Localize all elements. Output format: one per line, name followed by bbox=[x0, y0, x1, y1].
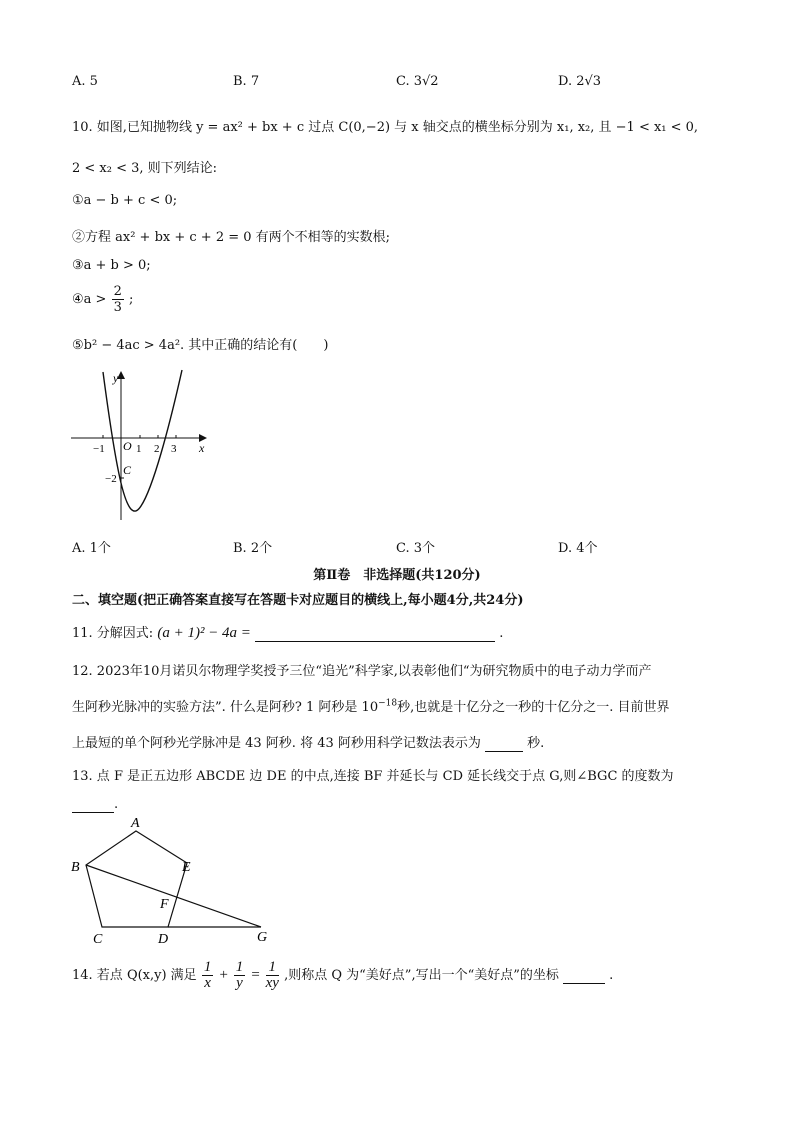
label-origin: O bbox=[123, 439, 132, 453]
q12-line3-post: 秒. bbox=[527, 736, 545, 751]
q14-prefix: 14. 若点 Q(x,y) 满足 bbox=[72, 968, 197, 983]
q14-suffix: ,则称点 Q 为“美好点”,写出一个“美好点”的坐标 bbox=[284, 968, 559, 983]
label-x: x bbox=[199, 441, 205, 455]
q10-c4-numerator: 2 bbox=[113, 284, 122, 299]
q12-answer-blank bbox=[485, 736, 523, 752]
q14-f2-numerator: 1 bbox=[235, 959, 244, 975]
label-f: F bbox=[160, 897, 169, 912]
label-y: y bbox=[113, 371, 119, 385]
q10-c4-fraction bbox=[112, 284, 124, 315]
q13-line1: 13. 点 F 是正五边形 ABCDE 边 DE 的中点,连接 BF 并延长与 CD 延长线交于点 G,则∠BGC 的度数为 bbox=[72, 769, 674, 784]
q13-answer-blank bbox=[72, 797, 114, 813]
q14-fraction-1 bbox=[202, 960, 214, 991]
q10-option-a: A. 1个 bbox=[72, 541, 111, 556]
part2-heading: 二、填空题(把正确答案直接写在答题卡对应题目的横线上,每小题4分,共24分) bbox=[72, 593, 524, 608]
q11-answer-blank bbox=[255, 626, 495, 642]
label-minus2: −2 bbox=[105, 473, 117, 485]
q14-end: . bbox=[609, 968, 614, 983]
q9-option-d: D. 2√3 bbox=[558, 74, 602, 89]
q14-fraction-2 bbox=[234, 960, 246, 991]
q9-option-c: C. 3√2 bbox=[396, 74, 439, 89]
q10-option-c: C. 3个 bbox=[396, 541, 436, 556]
q11-expression: (a + 1)² − 4a = bbox=[157, 625, 251, 641]
q14-fraction-3 bbox=[266, 960, 279, 991]
label-c: C bbox=[93, 932, 103, 947]
parabola-curve bbox=[103, 370, 182, 511]
q13-line2 bbox=[72, 797, 118, 813]
q10-option-b: B. 2个 bbox=[233, 541, 273, 556]
q10-stem-line2: 2 < x₂ < 3, 则下列结论: bbox=[72, 161, 218, 176]
q10-conclusion-4 bbox=[72, 284, 133, 315]
q10-parabola-graph bbox=[65, 368, 215, 528]
label-1: 1 bbox=[136, 443, 142, 455]
q10-conclusion-3: ③a + b > 0; bbox=[72, 258, 151, 273]
q11-prefix: 11. 分解因式: bbox=[72, 626, 154, 641]
q12-line1: 12. 2023年10月诺贝尔物理学奖授予三位“追光”科学家,以表彰他们“为研究物质中的电子动力学而产 bbox=[72, 664, 652, 679]
q9-option-a: A. 5 bbox=[72, 74, 98, 89]
label-3: 3 bbox=[171, 443, 177, 455]
label-2: 2 bbox=[154, 443, 160, 455]
q14-f3-numerator: 1 bbox=[266, 960, 279, 976]
pentagon-abcde bbox=[86, 831, 187, 927]
q10-c4-suffix: ; bbox=[129, 292, 134, 307]
q12-line2-pre: 生阿秒光脉冲的实验方法”. 什么是阿秒? 1 阿秒是 10 bbox=[72, 700, 379, 715]
q14-f3-denominator: xy bbox=[265, 975, 279, 991]
line-bg bbox=[86, 865, 261, 927]
q12-line2-post: 秒,也就是十亿分之一秒的十亿分之一. 目前世界 bbox=[397, 700, 670, 715]
label-minus1: −1 bbox=[93, 443, 105, 455]
q14-plus: + bbox=[218, 967, 229, 983]
label-a: A bbox=[131, 816, 140, 831]
q14-f2-denominator: y bbox=[236, 975, 243, 991]
label-d: D bbox=[158, 932, 169, 947]
q10-c4-denominator: 3 bbox=[113, 300, 122, 315]
label-g: G bbox=[257, 930, 268, 945]
q13-pentagon-figure bbox=[66, 815, 286, 950]
q10-c4-prefix: ④a > bbox=[72, 292, 107, 307]
q13-suffix: . bbox=[114, 797, 119, 812]
q10-option-d: D. 4个 bbox=[558, 541, 598, 556]
q12-line3-pre: 上最短的单个阿秒光学脉冲是 43 阿秒. 将 43 阿秒用科学记数法表示为 bbox=[72, 736, 481, 751]
q10-conclusion-5: ⑤b² − 4ac > 4a². 其中正确的结论有( ) bbox=[72, 338, 329, 353]
q10-conclusion-1: ①a − b + c < 0; bbox=[72, 193, 178, 208]
q10-stem-line1: 10. 如图,已知抛物线 y = ax² + bx + c 过点 C(0,−2) 与 x 轴交点的横坐标分别为 x₁, x₂, 且 −1 < x₁ < 0, bbox=[72, 120, 699, 135]
q14-answer-blank bbox=[563, 968, 605, 984]
section-title: 第Ⅱ卷 非选择题(共120分) bbox=[313, 568, 481, 583]
label-b: B bbox=[71, 860, 80, 875]
q12-line3 bbox=[72, 732, 544, 752]
q14-f1-denominator: x bbox=[204, 975, 211, 991]
q10-conclusion-2: ②方程 ax² + bx + c + 2 = 0 有两个不相等的实数根; bbox=[72, 230, 391, 245]
q9-option-b: B. 7 bbox=[233, 74, 260, 89]
q12-line2 bbox=[72, 696, 670, 715]
q11-suffix: . bbox=[499, 626, 504, 641]
q14-equals: = bbox=[250, 967, 261, 983]
q14 bbox=[72, 960, 613, 991]
label-e: E bbox=[182, 860, 191, 875]
q14-f1-numerator: 1 bbox=[203, 959, 212, 975]
q12-exponent: −18 bbox=[378, 698, 398, 709]
label-c: C bbox=[123, 463, 132, 477]
q11 bbox=[72, 622, 503, 642]
